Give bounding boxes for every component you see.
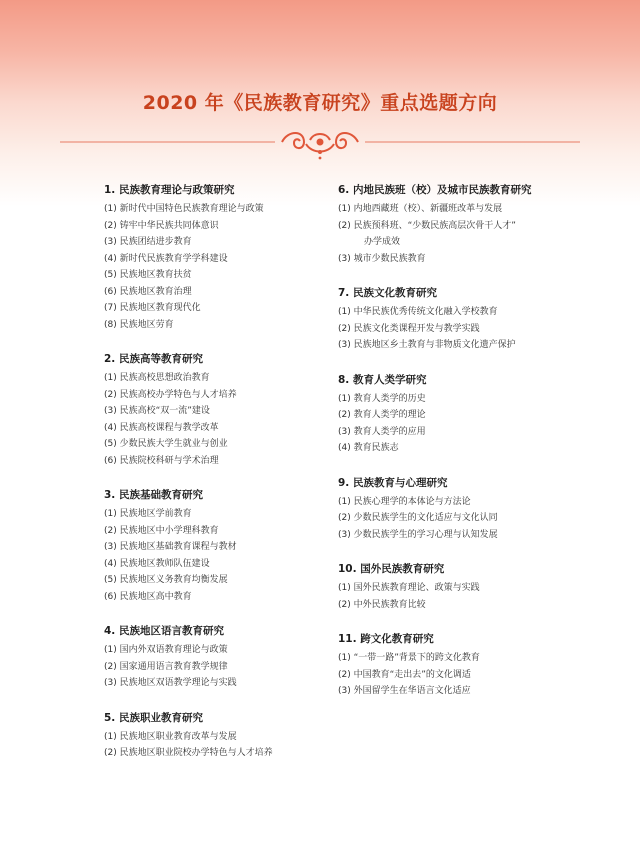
list-item: (1) 民族地区职业教育改革与发展 — [104, 731, 237, 742]
list-item: (4) 新时代民族教育学学科建设 — [104, 253, 228, 264]
list-item: (2) 铸牢中华民族共同体意识 — [104, 220, 219, 231]
topic-section-4 — [104, 623, 334, 692]
list-item: (3) 民族地区乡土教育与非物质文化遗产保护 — [338, 340, 516, 350]
list-item: (3) 民族地区双语教学理论与实践 — [104, 678, 237, 688]
section-title: 9. 民族教育与心理研究 — [338, 476, 448, 489]
section-title: 2. 民族高等教育研究 — [104, 353, 203, 365]
page-title: 2020 年《民族教育研究》重点选题方向 — [142, 92, 498, 114]
list-item: (1) 国内外双语教育理论与政策 — [104, 645, 228, 655]
topic-section-2 — [104, 351, 334, 469]
list-item: (2) 民族地区职业院校办学特色与人才培养 — [104, 748, 273, 758]
list-item: (3) 民族高校“双一流”建设 — [104, 406, 210, 416]
list-item: (1) 国外民族教育理论、政策与实践 — [338, 583, 480, 593]
list-item: (5) 民族地区义务教育均衡发展 — [104, 575, 228, 585]
section-title: 5. 民族职业教育研究 — [104, 711, 203, 724]
list-item: (1) 新时代中国特色民族教育理论与政策 — [104, 204, 264, 214]
section-title: 6. 内地民族班（校）及城市民族教育研究 — [338, 184, 532, 196]
section-title: 1. 民族教育理论与政策研究 — [104, 184, 235, 196]
list-item: (1) 中华民族优秀传统文化融入学校教育 — [338, 307, 498, 317]
list-item: (2) 中外民族教育比较 — [338, 599, 426, 610]
list-item: (3) 教育人类学的应用 — [338, 426, 426, 437]
list-item: (6) 民族地区教育治理 — [104, 286, 192, 297]
list-item: (2) 国家通用语言教育教学规律 — [104, 661, 228, 672]
list-item: (1) 民族高校思想政治教育 — [104, 373, 210, 383]
topic-section-1 — [104, 182, 334, 333]
section-title: 3. 民族基础教育研究 — [104, 489, 203, 501]
list-item: (2) 民族预科班、“少数民族高层次骨干人才” — [338, 220, 516, 231]
topic-section-10 — [338, 561, 578, 613]
section-title: 11. 跨文化教育研究 — [338, 633, 434, 645]
list-item: (1) 教育人类学的历史 — [338, 393, 426, 404]
list-item: (2) 中国教育“走出去”的文化调适 — [338, 669, 471, 680]
section-title: 10. 国外民族教育研究 — [338, 563, 445, 575]
topic-section-9 — [338, 475, 578, 544]
list-item-continuation: 办学成效 — [364, 237, 401, 247]
list-item: (2) 教育人类学的理论 — [338, 410, 426, 420]
list-item: (6) 民族院校科研与学术治理 — [104, 455, 219, 466]
list-item: (1) “一带一路”背景下的跨文化教育 — [338, 653, 480, 663]
list-item: (1) 内地西藏班（校）、新疆班改革与发展 — [338, 204, 503, 214]
list-item: (1) 民族地区学前教育 — [104, 509, 192, 519]
list-item: (7) 民族地区教育现代化 — [104, 303, 201, 313]
list-item: (3) 民族地区基础教育课程与教材 — [104, 542, 237, 552]
section-title: 4. 民族地区语言教育研究 — [104, 625, 224, 637]
list-item: (3) 少数民族学生的学习心理与认知发展 — [338, 529, 498, 540]
topic-section-3 — [104, 487, 334, 605]
list-item: (3) 外国留学生在华语言文化适应 — [338, 686, 471, 696]
topic-section-11 — [338, 631, 578, 700]
list-item: (5) 民族地区教育扶贫 — [104, 270, 192, 280]
section-title: 7. 民族文化教育研究 — [338, 287, 437, 299]
list-item: (2) 少数民族学生的文化适应与文化认同 — [338, 513, 498, 523]
list-item: (2) 民族地区中小学理科教育 — [104, 525, 219, 536]
ornamental-divider-icon — [60, 128, 580, 164]
list-item: (2) 民族高校办学特色与人才培养 — [104, 389, 237, 400]
topic-section-8 — [338, 372, 578, 457]
right-column — [338, 182, 578, 718]
section-title: 8. 教育人类学研究 — [338, 373, 427, 386]
topic-section-6 — [338, 182, 578, 267]
left-column — [104, 182, 334, 780]
list-item: (8) 民族地区劳育 — [104, 319, 174, 330]
list-item: (4) 民族高校课程与教学改革 — [104, 422, 219, 433]
list-item: (3) 民族团结进步教育 — [104, 237, 192, 247]
list-item: (4) 民族地区教师队伍建设 — [104, 558, 210, 569]
list-item: (1) 民族心理学的本体论与方法论 — [338, 496, 471, 507]
list-item: (3) 城市少数民族教育 — [338, 253, 426, 264]
list-item: (6) 民族地区高中教育 — [104, 591, 192, 602]
topic-section-5 — [104, 710, 334, 762]
list-item: (4) 教育民族志 — [338, 443, 399, 453]
list-item: (2) 民族文化类课程开发与教学实践 — [338, 323, 480, 334]
list-item: (5) 少数民族大学生就业与创业 — [104, 439, 228, 449]
topic-section-7 — [338, 285, 578, 354]
